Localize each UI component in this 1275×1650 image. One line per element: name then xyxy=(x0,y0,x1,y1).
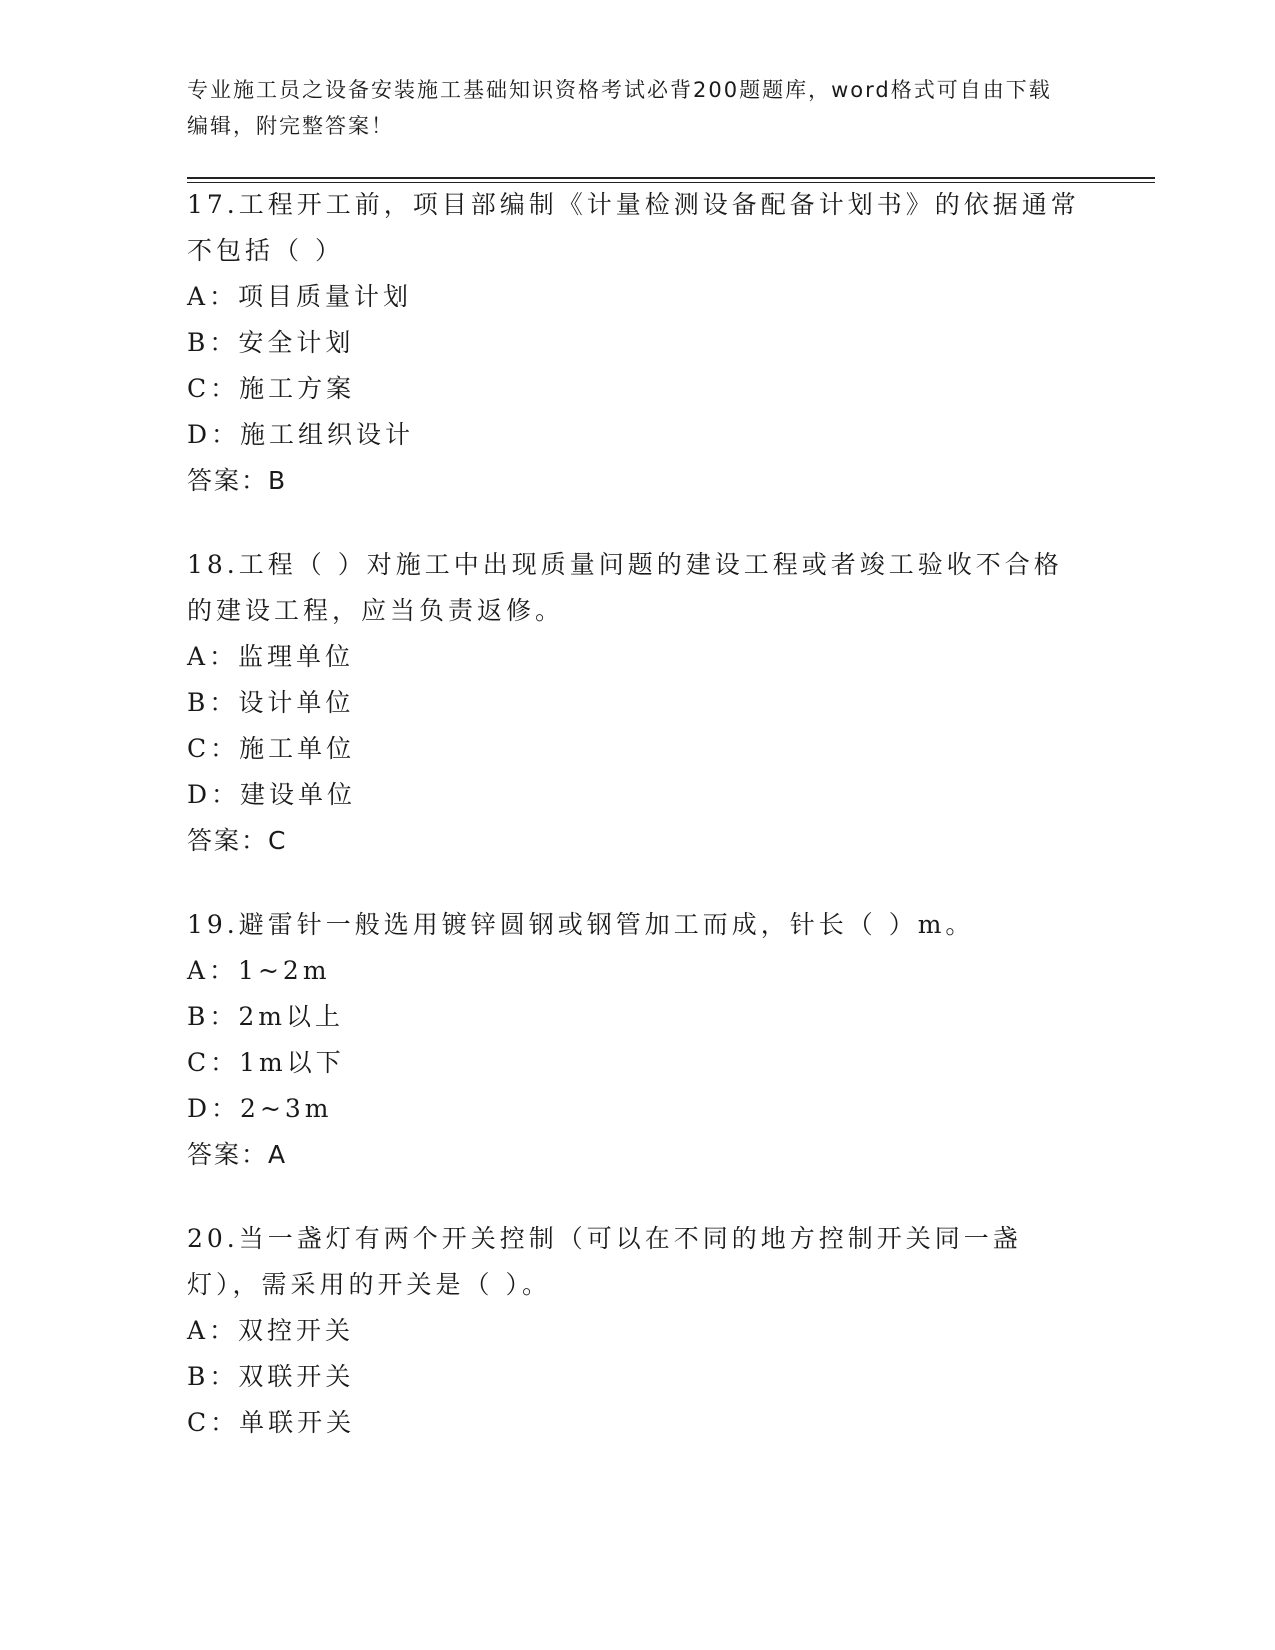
question-20 xyxy=(187,1216,1087,1446)
question-stem: 19.避雷针一般选用镀锌圆钢或钢管加工而成，针长（ ）m。 xyxy=(187,910,975,939)
option-a: A：项目质量计划 xyxy=(187,282,413,311)
option-d: D：2~3m xyxy=(187,1094,333,1123)
option-c: C：施工方案 xyxy=(187,374,356,403)
option-a: A：双控开关 xyxy=(187,1316,355,1345)
question-stem: 18.工程（ ）对施工中出现质量问题的建设工程或者竣工验收不合格的建设工程，应当负责返修。 xyxy=(187,550,1063,625)
question-17 xyxy=(187,182,1087,504)
header-divider-thick xyxy=(187,177,1155,179)
question-18 xyxy=(187,542,1087,864)
option-d: D：建设单位 xyxy=(187,780,357,809)
option-a: A：监理单位 xyxy=(187,642,355,671)
option-b: B：设计单位 xyxy=(187,688,355,717)
option-c: C：1m以下 xyxy=(187,1048,345,1077)
question-19 xyxy=(187,902,1087,1178)
answer-text: 答案：C xyxy=(187,826,288,855)
option-b: B：2m以上 xyxy=(187,1002,344,1031)
answer-text: 答案：A xyxy=(187,1140,288,1169)
option-d: D：施工组织设计 xyxy=(187,420,415,449)
option-c: C：单联开关 xyxy=(187,1408,356,1437)
question-stem: 20.当一盏灯有两个开关控制（可以在不同的地方控制开关同一盏灯），需采用的开关是（ ）。 xyxy=(187,1224,1022,1299)
answer-text: 答案：B xyxy=(187,466,288,495)
option-b: B：安全计划 xyxy=(187,328,355,357)
option-a: A：1~2m xyxy=(187,956,331,985)
document-header: 专业施工员之设备安装施工基础知识资格考试必背200题题库，word格式可自由下载编辑，附完整答案！ xyxy=(187,78,1052,138)
option-b: B：双联开关 xyxy=(187,1362,355,1391)
option-c: C：施工单位 xyxy=(187,734,356,763)
question-stem: 17.工程开工前，项目部编制《计量检测设备配备计划书》的依据通常不包括（ ） xyxy=(187,190,1080,265)
